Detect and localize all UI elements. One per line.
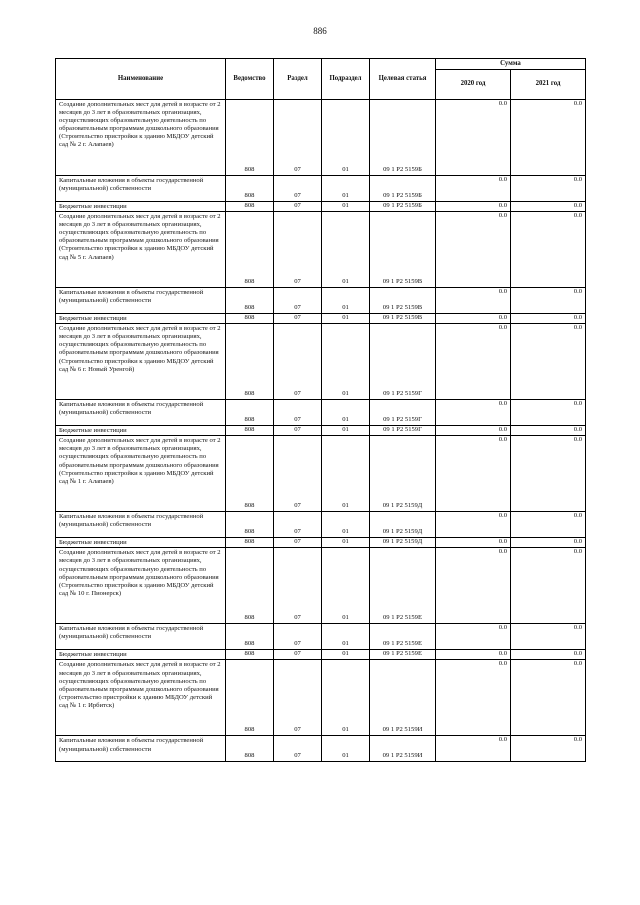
row-dept: 808 — [226, 324, 274, 400]
row-name: Создание дополнительных мест для детей в возрасте от 2 месяцев до 3 лет в образовательных организациях, осуществляющих образовательную деятельность по образовательным программам дошкольного образования (Строительство пристройки к зданию МБДОУ детский сад № 6 г. Новый Уренгой) — [56, 324, 226, 400]
row-value-2021: 0.0 — [511, 660, 586, 736]
row-section: 07 — [274, 314, 322, 324]
row-value-2020: 0.0 — [436, 324, 511, 400]
row-name: Капитальные вложения в объекты государственной (муниципальной) собственности — [56, 736, 226, 762]
header-dept: Ведомство — [226, 59, 274, 100]
row-subsection: 01 — [322, 176, 370, 202]
row-name: Капитальные вложения в объекты государственной (муниципальной) собственности — [56, 400, 226, 426]
row-name: Бюджетные инвестиции — [56, 202, 226, 212]
table-row — [56, 624, 586, 650]
row-value-2021: 0.0 — [511, 202, 586, 212]
row-subsection: 01 — [322, 436, 370, 512]
row-value-2020: 0.0 — [436, 650, 511, 660]
row-value-2020: 0.0 — [436, 176, 511, 202]
row-value-2021: 0.0 — [511, 538, 586, 548]
row-section: 07 — [274, 100, 322, 176]
row-value-2021: 0.0 — [511, 100, 586, 176]
row-value-2021: 0.0 — [511, 436, 586, 512]
row-target: 09 1 P2 5159Г — [370, 400, 436, 426]
row-section: 07 — [274, 436, 322, 512]
row-target: 09 1 P2 5159Д — [370, 538, 436, 548]
table-row — [56, 660, 586, 736]
row-value-2021: 0.0 — [511, 324, 586, 400]
row-value-2020: 0.0 — [436, 624, 511, 650]
row-value-2020: 0.0 — [436, 212, 511, 288]
row-subsection: 01 — [322, 660, 370, 736]
row-dept: 808 — [226, 288, 274, 314]
row-value-2021: 0.0 — [511, 548, 586, 624]
row-dept: 808 — [226, 736, 274, 762]
row-name: Капитальные вложения в объекты государственной (муниципальной) собственности — [56, 624, 226, 650]
row-value-2020: 0.0 — [436, 288, 511, 314]
row-value-2020: 0.0 — [436, 512, 511, 538]
row-section: 07 — [274, 624, 322, 650]
row-dept: 808 — [226, 212, 274, 288]
row-subsection: 01 — [322, 650, 370, 660]
row-target: 09 1 P2 5159Д — [370, 512, 436, 538]
row-value-2020: 0.0 — [436, 314, 511, 324]
row-subsection: 01 — [322, 512, 370, 538]
row-name: Капитальные вложения в объекты государственной (муниципальной) собственности — [56, 512, 226, 538]
row-section: 07 — [274, 324, 322, 400]
row-subsection: 01 — [322, 212, 370, 288]
row-value-2021: 0.0 — [511, 624, 586, 650]
row-target: 09 1 P2 5159В — [370, 314, 436, 324]
row-dept: 808 — [226, 538, 274, 548]
row-value-2021: 0.0 — [511, 426, 586, 436]
header-sums: Сумма — [436, 59, 586, 70]
row-subsection: 01 — [322, 202, 370, 212]
table-row — [56, 426, 586, 436]
row-target: 09 1 P2 5159Г — [370, 426, 436, 436]
header-target: Целевая статья — [370, 59, 436, 100]
row-value-2021: 0.0 — [511, 212, 586, 288]
row-subsection: 01 — [322, 324, 370, 400]
row-subsection: 01 — [322, 100, 370, 176]
row-value-2020: 0.0 — [436, 426, 511, 436]
row-target: 09 1 P2 5159Е — [370, 650, 436, 660]
row-subsection: 01 — [322, 288, 370, 314]
row-dept: 808 — [226, 624, 274, 650]
row-target: 09 1 P2 5159Г — [370, 324, 436, 400]
table-row — [56, 538, 586, 548]
row-dept: 808 — [226, 512, 274, 538]
row-section: 07 — [274, 212, 322, 288]
row-target: 09 1 P2 5159И — [370, 660, 436, 736]
row-subsection: 01 — [322, 538, 370, 548]
table-row — [56, 548, 586, 624]
row-value-2020: 0.0 — [436, 400, 511, 426]
row-subsection: 01 — [322, 624, 370, 650]
table-row — [56, 314, 586, 324]
row-value-2021: 0.0 — [511, 512, 586, 538]
table-row — [56, 436, 586, 512]
row-dept: 808 — [226, 548, 274, 624]
row-name: Капитальные вложения в объекты государственной (муниципальной) собственности — [56, 288, 226, 314]
row-section: 07 — [274, 400, 322, 426]
row-subsection: 01 — [322, 400, 370, 426]
row-value-2020: 0.0 — [436, 202, 511, 212]
table-row — [56, 324, 586, 400]
row-name: Бюджетные инвестиции — [56, 538, 226, 548]
row-target: 09 1 P2 5159Е — [370, 624, 436, 650]
row-name: Создание дополнительных мест для детей в возрасте от 2 месяцев до 3 лет в образовательных организациях, осуществляющих образовательную деятельность по образовательным программам дошкольного образования (строительство пристройки к зданию МБДОУ детский сад № 1 г. Ирбитск) — [56, 660, 226, 736]
row-value-2021: 0.0 — [511, 176, 586, 202]
row-section: 07 — [274, 288, 322, 314]
row-dept: 808 — [226, 314, 274, 324]
row-dept: 808 — [226, 436, 274, 512]
row-section: 07 — [274, 538, 322, 548]
row-section: 07 — [274, 650, 322, 660]
table-row — [56, 400, 586, 426]
row-name: Бюджетные инвестиции — [56, 650, 226, 660]
row-section: 07 — [274, 660, 322, 736]
row-dept: 808 — [226, 400, 274, 426]
row-target: 09 1 P2 5159Б — [370, 202, 436, 212]
header-subsection: Подраздел — [322, 59, 370, 100]
header-name: Наименование — [56, 59, 226, 100]
page-number: 886 — [313, 26, 327, 36]
row-value-2021: 0.0 — [511, 314, 586, 324]
row-target: 09 1 P2 5159Б — [370, 100, 436, 176]
table-row — [56, 736, 586, 762]
row-value-2020: 0.0 — [436, 538, 511, 548]
table-row — [56, 212, 586, 288]
table-row — [56, 288, 586, 314]
row-value-2020: 0.0 — [436, 436, 511, 512]
row-value-2020: 0.0 — [436, 100, 511, 176]
table-row — [56, 202, 586, 212]
table-row — [56, 512, 586, 538]
row-subsection: 01 — [322, 736, 370, 762]
row-target: 09 1 P2 5159В — [370, 212, 436, 288]
row-target: 09 1 P2 5159Д — [370, 436, 436, 512]
budget-table — [55, 58, 586, 762]
row-name: Создание дополнительных мест для детей в возрасте от 2 месяцев до 3 лет в образовательных организациях, осуществляющих образовательную деятельность по образовательным программам дошкольного образования (Строительство пристройки к зданию МБДОУ детский сад № 2 г. Алапаев) — [56, 100, 226, 176]
row-dept: 808 — [226, 426, 274, 436]
row-section: 07 — [274, 512, 322, 538]
row-name: Бюджетные инвестиции — [56, 426, 226, 436]
row-value-2021: 0.0 — [511, 650, 586, 660]
row-name: Бюджетные инвестиции — [56, 314, 226, 324]
row-value-2021: 0.0 — [511, 736, 586, 762]
row-section: 07 — [274, 426, 322, 436]
table-body — [56, 100, 586, 762]
row-name: Создание дополнительных мест для детей в возрасте от 2 месяцев до 3 лет в образовательных организациях, осуществляющих образовательную деятельность по образовательным программам дошкольного образования (Строительство пристройки к зданию МБДОУ детский сад № 10 г. Пионерск) — [56, 548, 226, 624]
row-target: 09 1 P2 5159И — [370, 736, 436, 762]
row-target: 09 1 P2 5159Б — [370, 176, 436, 202]
row-subsection: 01 — [322, 548, 370, 624]
row-section: 07 — [274, 202, 322, 212]
row-dept: 808 — [226, 176, 274, 202]
row-target: 09 1 P2 5159В — [370, 288, 436, 314]
row-value-2021: 0.0 — [511, 288, 586, 314]
row-dept: 808 — [226, 650, 274, 660]
row-section: 07 — [274, 736, 322, 762]
row-name: Создание дополнительных мест для детей в возрасте от 2 месяцев до 3 лет в образовательных организациях, осуществляющих образовательную деятельность по образовательным программам дошкольного образования (Строительство пристройки к зданию МБДОУ детский сад № 1 г. Алапаев) — [56, 436, 226, 512]
table-row — [56, 650, 586, 660]
row-name: Создание дополнительных мест для детей в возрасте от 2 месяцев до 3 лет в образовательных организациях, осуществляющих образовательную деятельность по образовательным программам дошкольного образования (Строительство пристройки к зданию МБДОУ детский сад № 5 г. Алапаев) — [56, 212, 226, 288]
table-row — [56, 100, 586, 176]
row-name: Капитальные вложения в объекты государственной (муниципальной) собственности — [56, 176, 226, 202]
header-section: Раздел — [274, 59, 322, 100]
row-subsection: 01 — [322, 426, 370, 436]
row-section: 07 — [274, 176, 322, 202]
row-subsection: 01 — [322, 314, 370, 324]
row-value-2020: 0.0 — [436, 736, 511, 762]
row-value-2020: 0.0 — [436, 548, 511, 624]
row-value-2020: 0.0 — [436, 660, 511, 736]
row-value-2021: 0.0 — [511, 400, 586, 426]
table-row — [56, 176, 586, 202]
row-dept: 808 — [226, 202, 274, 212]
row-dept: 808 — [226, 100, 274, 176]
row-section: 07 — [274, 548, 322, 624]
row-target: 09 1 P2 5159Е — [370, 548, 436, 624]
row-dept: 808 — [226, 660, 274, 736]
header-year-2021: 2021 год — [511, 70, 586, 100]
header-year-2020: 2020 год — [436, 70, 511, 100]
